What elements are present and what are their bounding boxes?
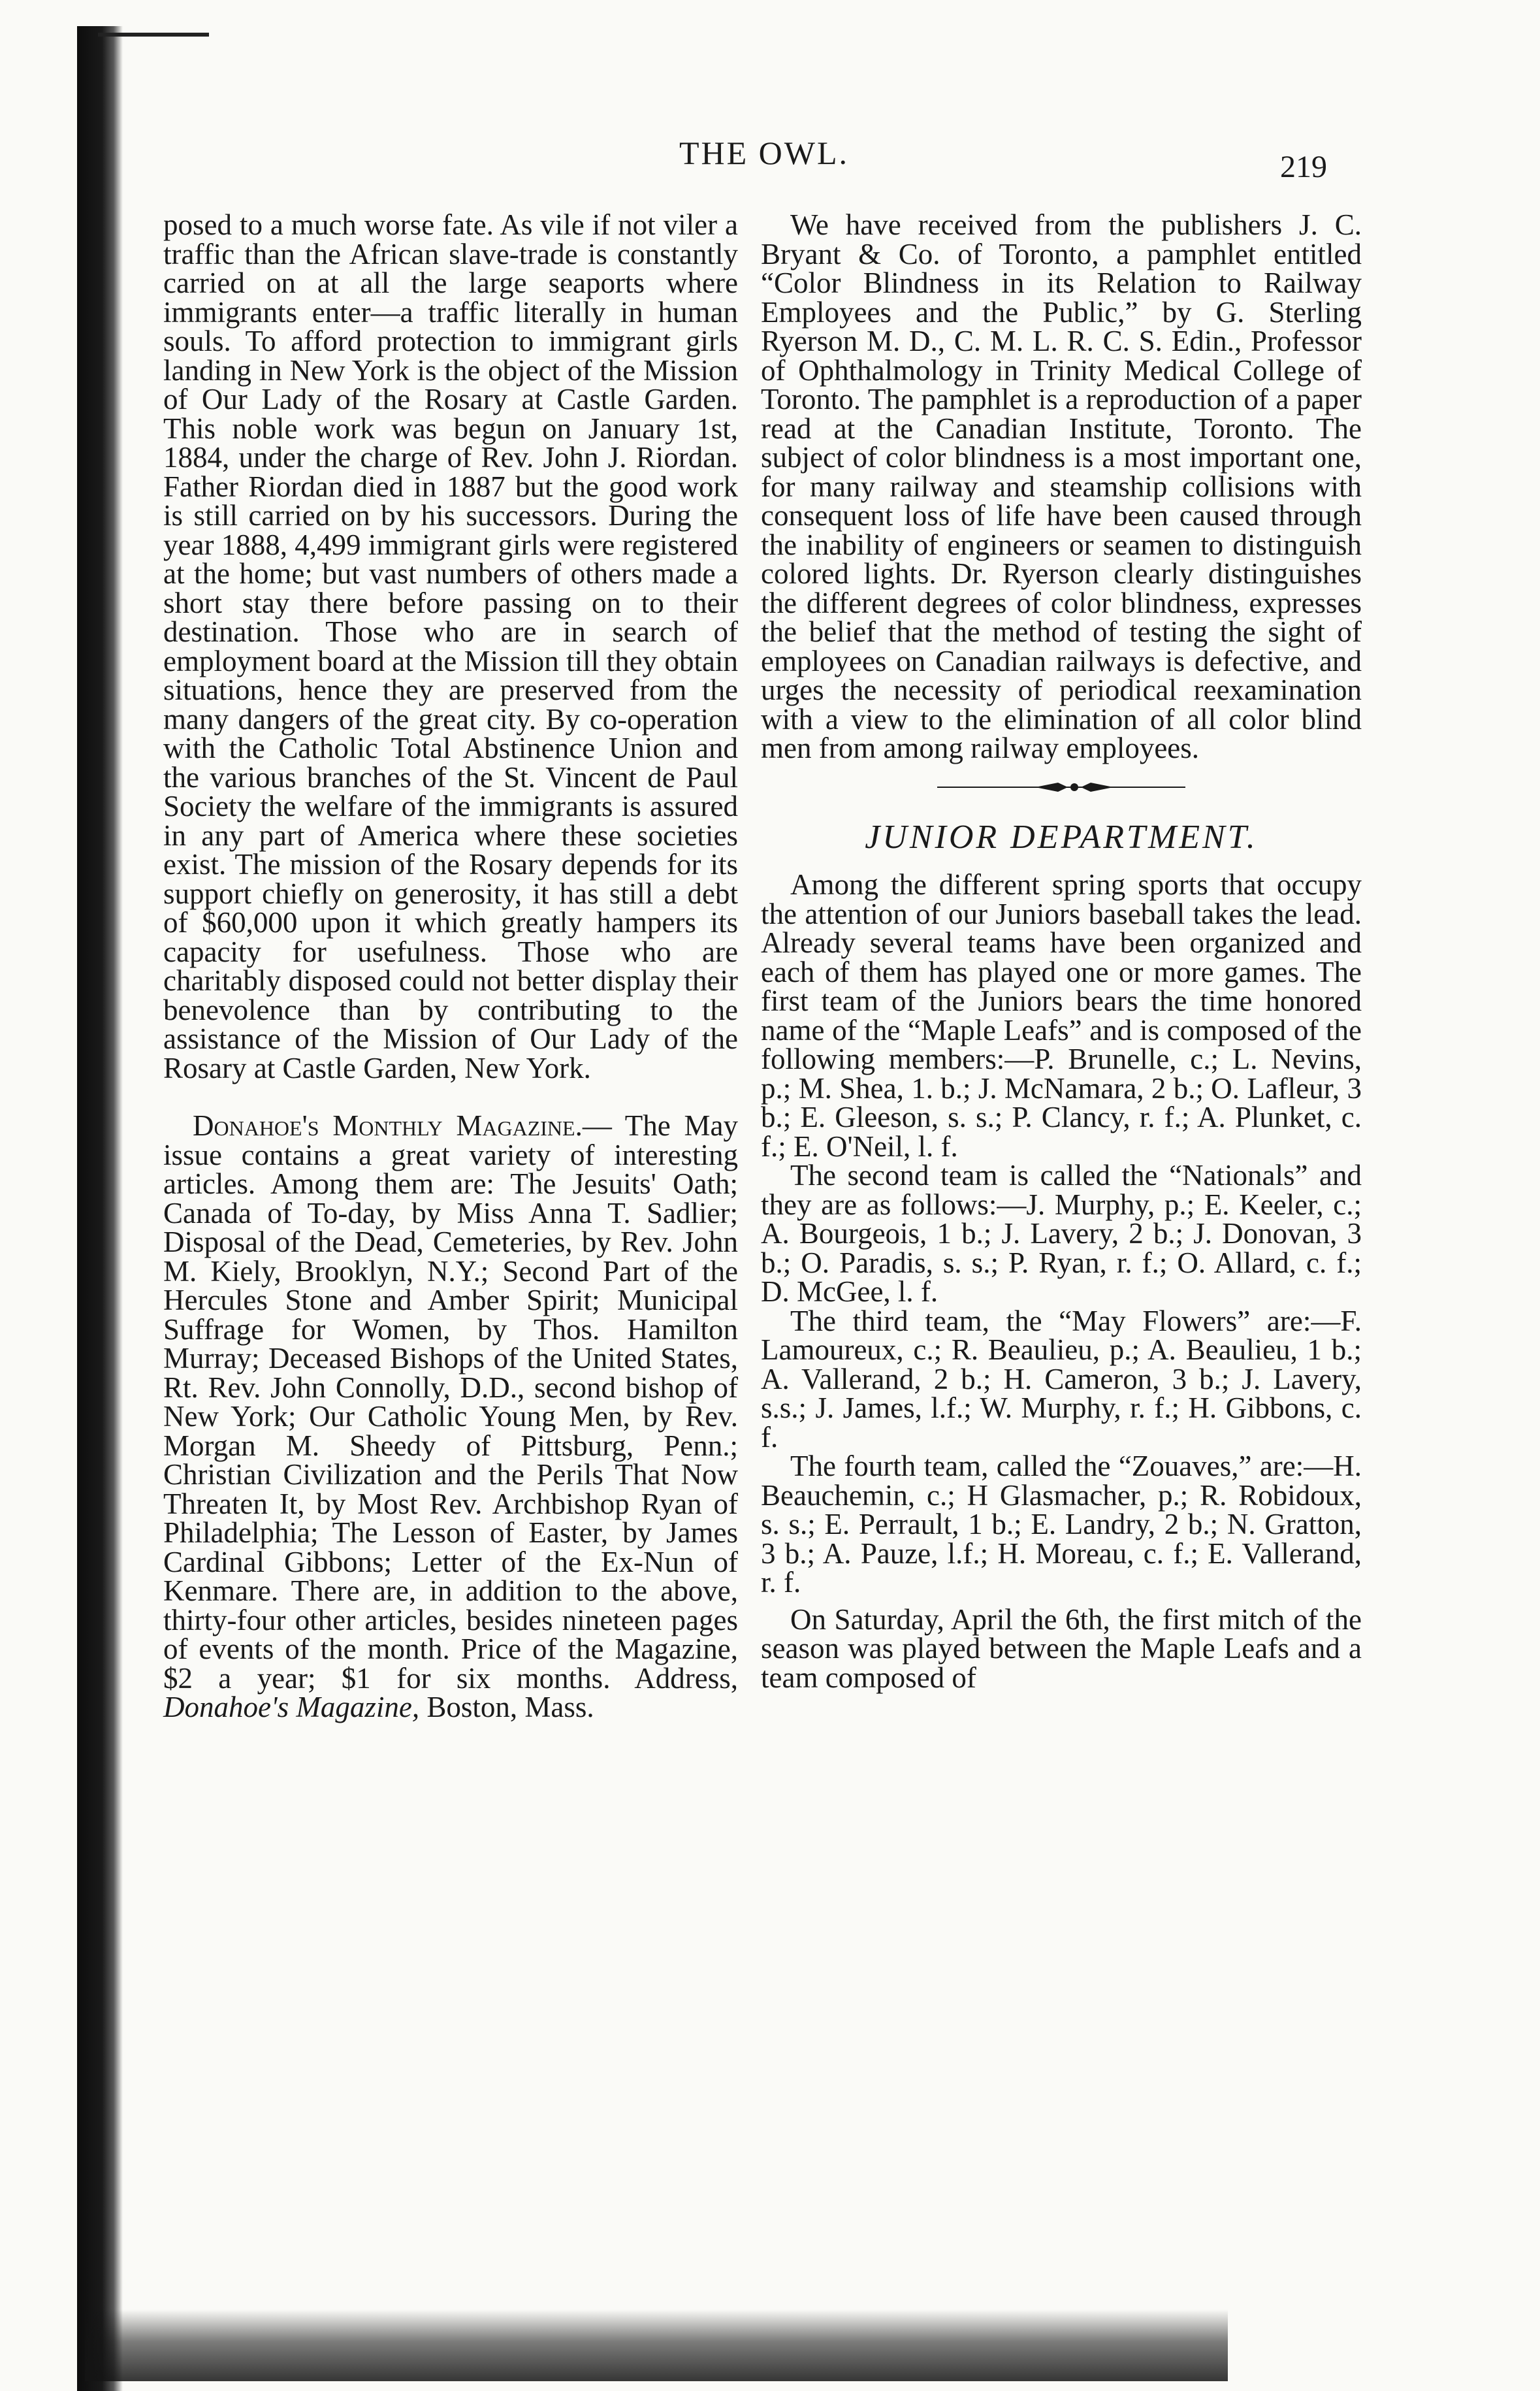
donahoes-magazine-paragraph xyxy=(163,1111,738,1722)
right-column xyxy=(761,210,1362,1692)
section-heading: JUNIOR DEPARTMENT. xyxy=(865,818,1258,856)
page-binding-edge xyxy=(77,26,123,2391)
page-bottom-shadow xyxy=(85,2309,1228,2381)
first-match-paragraph: On Saturday, April the 6th, the first mitch of the season was played between the Maple Leafs and a team composed of xyxy=(761,1602,1362,1694)
first-team-paragraph: Among the different spring sports that occupy the attention of our Juniors baseball takes the lead. Already several teams have been organized and each of them has played one or more games. The first team of the Juniors bears the time honored name of the “Maple Leafs” and is composed of the following members:—P. Brunelle, c.; L. Nevins, p.; M. Shea, 1. b.; J. McNamara, 2 b.; O. Lafleur, 3 b.; E. Gleeson, s. s.; P. Clancy, r. f.; A. Plunket, c. f.; E. O'Neil, l. f. xyxy=(761,868,1362,1163)
binding-mark xyxy=(98,33,209,37)
ornamental-divider xyxy=(937,777,1185,797)
fourth-team-paragraph: The fourth team, called the “Zouaves,” are:—H. Beauchemin, c.; H Glasmacher, p.; R. Robidoux, s. s.; E. Perrault, 1 b.; E. Landry, 2 b.; N. Gratton, 3 b.; A. Pauze, l.f.; H. Moreau, c. f.; E. Vallerand, r. f. xyxy=(761,1450,1362,1599)
page-number: 219 xyxy=(1280,150,1327,184)
color-blindness-paragraph: We have received from the publishers J. C. Bryant & Co. of Toronto, a pamphlet entitled “Color Blindness in its Relation to Railway Employees and the Public,” by G. Sterling Ryerson M. D., C. M. L. R. C. S. Edin., Professor of Ophthalmology in Trinity Medical College of Toronto. The pamphlet is a reproduction of a paper read at the Canadian Institute, Toronto. The subject of color blindness is a most important one, for many railway and steamship collisions with consequent loss of life have been caused through the inability of engineers or seamen to distinguish colored lights. Dr. Ryerson clearly distinguishes the different degrees of color blindness, expresses the belief that the method of testing the sight of employees on Canadian railways is defective, and urges the necessity of periodical reexamination with a view to the elimination of all color blind men from among railway employees. xyxy=(761,208,1362,764)
left-column xyxy=(163,210,738,1722)
magazine-heading: Donahoe's Monthly Magazine.— xyxy=(193,1109,612,1142)
magazine-address: Boston, Mass. xyxy=(426,1691,594,1723)
running-head: THE OWL. xyxy=(679,135,850,171)
second-team-paragraph: The second team is called the “Nationals” and they are as follows:—J. Murphy, p.; E. Keeler, c.; A. Bourgeois, 1 b.; J. Lavery, 2 b.; J. Donovan, 3 b.; O. Paradis, s. s.; P. Ryan, r. f.; O. Allard, c. f.; D. McGee, l. f. xyxy=(761,1159,1362,1308)
immigrant-mission-paragraph: posed to a much worse fate. As vile if not viler a traffic than the African slave-trade is constantly carried on at all the large seaports where immigrants enter—a traffic literally in human souls. To afford protection to immigrant girls landing in New York is the object of the Mission of Our Lady of the Rosary at Castle Garden. This noble work was begun on January 1st, 1884, under the charge of Rev. John J. Riordan. Father Riordan died in 1887 but the good work is still carried on by his successors. During the year 1888, 4,499 immigrant girls were registered at the home; but vast numbers of others made a short stay there before passing on to their destination. Those who are in search of employment board at the Mission till they obtain situations, hence they are preserved from the many dangers of the great city. By co-operation with the Catholic Total Abstinence Union and the various branches of the St. Vincent de Paul Society the welfare of the immigrants is assured in any part of America where these societies exist. The mission of the Rosary depends for its support chiefly on generosity, it has still a debt of $60,000 upon it which greatly hampers its capacity for usefulness. Those who are charitably disposed could not better display their benevolence than by contributing to the assistance of the Mission of Our Lady of the Rosary at Castle Garden, New York. xyxy=(163,208,738,1084)
third-team-paragraph: The third team, the “May Flowers” are:—F. Lamoureux, c.; R. Beaulieu, p.; A. Beaulieu, 1 b.; A. Vallerand, 2 b.; H. Cameron, 3 b.; J. Lavery, s.s.; J. James, l.f.; W. Murphy, r. f.; H. Gibbons, c. f. xyxy=(761,1304,1362,1454)
magazine-body: The May issue contains a great variety of interesting articles. Among them are: The Jesuits' Oath; Canada of To-day, by Miss Anna T. Sadlier; Disposal of the Dead, Cemeteries, by Rev. John M. Kiely, Brooklyn, N.Y.; Second Part of the Hercules Stone and Amber Spirit; Municipal Suffrage for Women, by Thos. Hamilton Murray; Deceased Bishops of the United States, Rt. Rev. John Connolly, D.D., second bishop of New York; Our Catholic Young Men, by Rev. Morgan M. Sheedy of Pittsburg, Penn.; Christian Civilization and the Perils That Now Threaten It, by Most Rev. Archbishop Ryan of Philadelphia; The Lesson of Easter, by James Cardinal Gibbons; Letter of the Ex-Nun of Kenmare. There are, in addition to the above, thirty-four other articles, besides nineteen pages of events of the month. Price of the Magazine, $2 a year; $1 for six months. Address, xyxy=(163,1109,738,1695)
magazine-title-italic: Donahoe's Magazine, xyxy=(163,1691,420,1723)
